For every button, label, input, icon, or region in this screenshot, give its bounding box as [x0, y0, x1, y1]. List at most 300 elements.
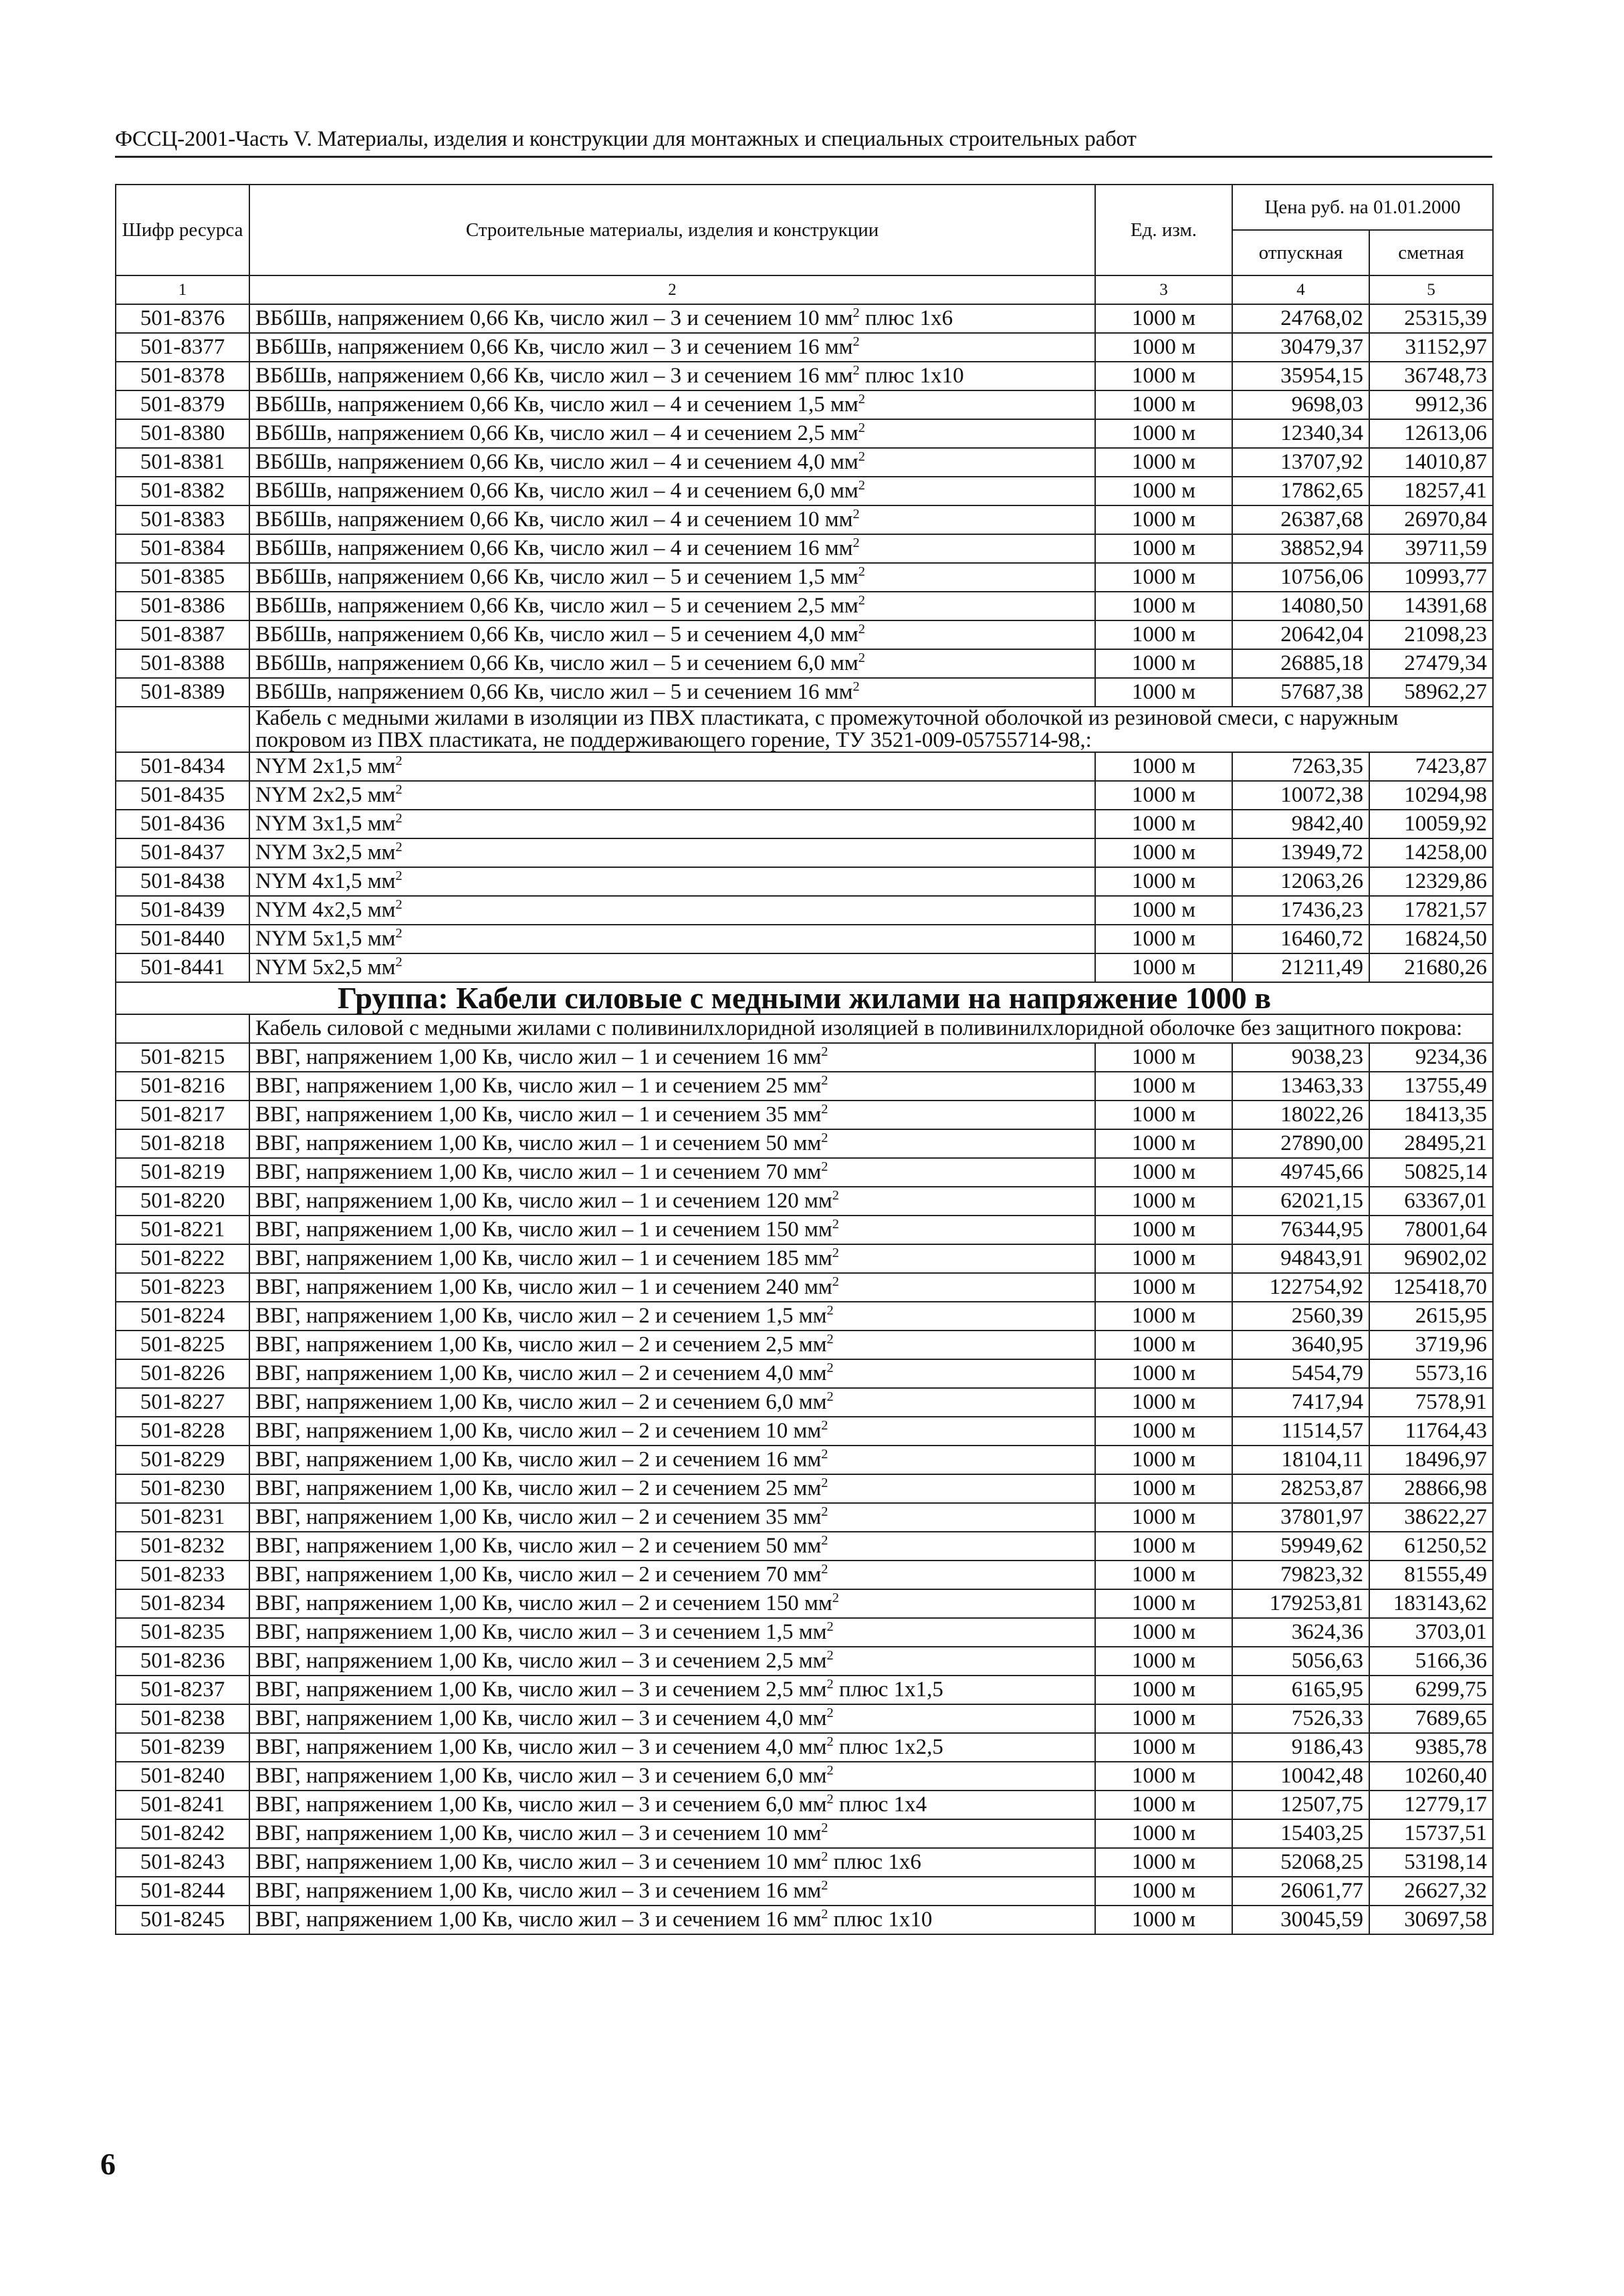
unit: 1000 м [1095, 1618, 1232, 1647]
material-description [249, 477, 1095, 505]
description-text: ВВГ, напряжением 1,00 Кв, число жил – 2 и сечением 6,0 мм [255, 1389, 827, 1414]
resource-code: 501-8240 [116, 1762, 249, 1791]
release-price: 9698,03 [1232, 390, 1369, 419]
description-text: ВБбШв, напряжением 0,66 Кв, число жил – 4 и сечением 6,0 мм [255, 478, 858, 503]
superscript: 2 [826, 1332, 834, 1347]
description-text: ВВГ, напряжением 1,00 Кв, число жил – 3 и сечением 16 мм [255, 1907, 822, 1932]
unit: 1000 м [1095, 505, 1232, 534]
superscript: 2 [395, 840, 402, 855]
release-price: 11514,57 [1232, 1417, 1369, 1446]
material-description [249, 1733, 1095, 1762]
unit: 1000 м [1095, 534, 1232, 563]
description-text: ВВГ, напряжением 1,00 Кв, число жил – 3 и сечением 6,0 мм [255, 1792, 827, 1817]
table-row [116, 1359, 1493, 1388]
material-description [249, 1474, 1095, 1503]
unit: 1000 м [1095, 620, 1232, 649]
superscript: 2 [821, 1102, 828, 1117]
description-text: ВБбШв, напряжением 0,66 Кв, число жил – 4 и сечением 10 мм [255, 507, 853, 532]
superscript: 2 [826, 1734, 834, 1750]
superscript: 2 [858, 478, 865, 493]
description-text: ВВГ, напряжением 1,00 Кв, число жил – 1 и сечением 150 мм [255, 1217, 832, 1242]
description-text: NYM 3х2,5 мм [255, 840, 396, 865]
table-row [116, 1647, 1493, 1676]
material-description [249, 1704, 1095, 1733]
table-row [116, 620, 1493, 649]
material-description [249, 1244, 1095, 1273]
table-row [116, 896, 1493, 925]
col-estimate-header: сметная [1369, 230, 1493, 275]
description-text: ВВГ, напряжением 1,00 Кв, число жил – 2 и сечением 25 мм [255, 1476, 822, 1500]
estimate-price: 21098,23 [1369, 620, 1493, 649]
table-row [116, 1589, 1493, 1618]
description-text: ВВГ, напряжением 1,00 Кв, число жил – 3 и сечением 10 мм [255, 1821, 822, 1845]
table-row [116, 1704, 1493, 1733]
material-description [249, 1532, 1095, 1561]
material-description [249, 1676, 1095, 1704]
estimate-price: 15737,51 [1369, 1819, 1493, 1848]
release-price: 7417,94 [1232, 1388, 1369, 1417]
description-text: ВВГ, напряжением 1,00 Кв, число жил – 3 и сечением 4,0 мм [255, 1734, 827, 1759]
material-description [249, 1446, 1095, 1474]
resource-code: 501-8242 [116, 1819, 249, 1848]
intro-text: Кабель силовой с медными жилами с поливинилхлоридной изоляцией в поливинилхлоридной оболочке без защитного покрова: [249, 1014, 1493, 1043]
unit: 1000 м [1095, 390, 1232, 419]
material-description [249, 1216, 1095, 1244]
material-description [249, 534, 1095, 563]
estimate-price: 17821,57 [1369, 896, 1493, 925]
resource-code: 501-8387 [116, 620, 249, 649]
release-price: 28253,87 [1232, 1474, 1369, 1503]
superscript: 2 [852, 536, 860, 551]
resource-code: 501-8222 [116, 1244, 249, 1273]
description-text: ВВГ, напряжением 1,00 Кв, число жил – 2 и сечением 50 мм [255, 1533, 822, 1558]
description-text: ВБбШв, напряжением 0,66 Кв, число жил – 3 и сечением 10 мм [255, 306, 853, 330]
table-row [116, 1273, 1493, 1302]
resource-code: 501-8234 [116, 1589, 249, 1618]
material-description [249, 1561, 1095, 1589]
resource-code: 501-8440 [116, 925, 249, 953]
release-price: 26061,77 [1232, 1877, 1369, 1906]
table-row [116, 1158, 1493, 1187]
release-price: 12340,34 [1232, 419, 1369, 448]
unit: 1000 м [1095, 1417, 1232, 1446]
col-number: 3 [1095, 275, 1232, 304]
group-heading-row [116, 982, 1493, 1014]
description-text: ВБбШв, напряжением 0,66 Кв, число жил – 3 и сечением 16 мм [255, 363, 853, 388]
superscript: 2 [821, 1476, 828, 1491]
estimate-price: 18257,41 [1369, 477, 1493, 505]
col-unit-header: Ед. изм. [1095, 185, 1232, 275]
material-description [249, 1101, 1095, 1129]
table-row [116, 1474, 1493, 1503]
description-text: NYM 2х2,5 мм [255, 782, 396, 807]
superscript: 2 [821, 1418, 828, 1433]
section-nym [116, 752, 1493, 982]
material-description [249, 1848, 1095, 1877]
superscript: 2 [826, 1648, 834, 1663]
unit: 1000 м [1095, 1216, 1232, 1244]
resource-code: 501-8381 [116, 448, 249, 477]
unit: 1000 м [1095, 752, 1232, 781]
unit: 1000 м [1095, 1244, 1232, 1273]
resource-code: 501-8221 [116, 1216, 249, 1244]
estimate-price: 50825,14 [1369, 1158, 1493, 1187]
release-price: 21211,49 [1232, 953, 1369, 982]
unit: 1000 м [1095, 1187, 1232, 1216]
material-description [249, 1187, 1095, 1216]
estimate-price: 125418,70 [1369, 1273, 1493, 1302]
superscript: 2 [821, 1533, 828, 1548]
resource-code: 501-8235 [116, 1618, 249, 1647]
column-numbers-row [116, 275, 1493, 304]
resource-code: 501-8230 [116, 1474, 249, 1503]
superscript: 2 [395, 869, 402, 884]
table-row [116, 477, 1493, 505]
estimate-price: 3719,96 [1369, 1331, 1493, 1359]
description-tail: плюс 1х6 [859, 306, 953, 330]
material-description [249, 1129, 1095, 1158]
description-text: ВБбШв, напряжением 0,66 Кв, число жил – 5 и сечением 2,5 мм [255, 593, 858, 618]
unit: 1000 м [1095, 925, 1232, 953]
description-text: NYM 5х2,5 мм [255, 955, 396, 980]
table-row [116, 505, 1493, 534]
release-price: 10072,38 [1232, 781, 1369, 810]
release-price: 76344,95 [1232, 1216, 1369, 1244]
table-row [116, 1129, 1493, 1158]
material-description [249, 1043, 1095, 1072]
release-price: 62021,15 [1232, 1187, 1369, 1216]
superscript: 2 [832, 1246, 839, 1261]
estimate-price: 12613,06 [1369, 419, 1493, 448]
resource-code: 501-8435 [116, 781, 249, 810]
unit: 1000 м [1095, 1877, 1232, 1906]
unit: 1000 м [1095, 867, 1232, 896]
table-row [116, 1906, 1493, 1934]
material-description [249, 505, 1095, 534]
superscript: 2 [821, 1878, 828, 1893]
unit: 1000 м [1095, 678, 1232, 707]
material-description [249, 362, 1095, 390]
intro-text: Кабель с медными жилами в изоляции из ПВХ пластиката, с промежуточной оболочкой из резиновой смеси, с наружным покровом из ПВХ пластиката, не поддерживающего горение, ТУ 3521-009-05755714-98,: [249, 707, 1493, 752]
estimate-price: 58962,27 [1369, 678, 1493, 707]
page-header [115, 127, 1492, 158]
description-text: ВБбШв, напряжением 0,66 Кв, число жил – 5 и сечением 1,5 мм [255, 564, 858, 589]
material-description [249, 563, 1095, 592]
section-nym-intro [116, 707, 1493, 752]
estimate-price: 28495,21 [1369, 1129, 1493, 1158]
col-code-header: Шифр ресурса [116, 185, 249, 275]
table-row [116, 1618, 1493, 1647]
estimate-price: 14258,00 [1369, 838, 1493, 867]
table-row [116, 1101, 1493, 1129]
unit: 1000 м [1095, 838, 1232, 867]
material-description [249, 1388, 1095, 1417]
superscript: 2 [821, 1821, 828, 1836]
superscript: 2 [395, 782, 402, 798]
estimate-price: 18496,97 [1369, 1446, 1493, 1474]
release-price: 10756,06 [1232, 563, 1369, 592]
description-text: ВВГ, напряжением 1,00 Кв, число жил – 3 и сечением 10 мм [255, 1849, 822, 1874]
superscript: 2 [826, 1677, 834, 1692]
description-text: ВВГ, напряжением 1,00 Кв, число жил – 3 и сечением 1,5 мм [255, 1619, 827, 1644]
resource-code: 501-8439 [116, 896, 249, 925]
unit: 1000 м [1095, 592, 1232, 620]
col-number: 1 [116, 275, 249, 304]
estimate-price: 7423,87 [1369, 752, 1493, 781]
estimate-price: 30697,58 [1369, 1906, 1493, 1934]
unit: 1000 м [1095, 333, 1232, 362]
unit: 1000 м [1095, 1474, 1232, 1503]
group-title: Группа: Кабели силовые с медными жилами на напряжение 1000 в [116, 982, 1493, 1014]
page-title: ФССЦ-2001-Часть V. Материалы, изделия и конструкции для монтажных и специальных строительных работ [115, 127, 1137, 151]
table-row [116, 563, 1493, 592]
table-row [116, 1733, 1493, 1762]
resource-code: 501-8217 [116, 1101, 249, 1129]
table-row [116, 678, 1493, 707]
release-price: 13707,92 [1232, 448, 1369, 477]
resource-code: 501-8438 [116, 867, 249, 896]
unit: 1000 м [1095, 1791, 1232, 1819]
release-price: 17862,65 [1232, 477, 1369, 505]
material-description [249, 838, 1095, 867]
resource-code: 501-8238 [116, 1704, 249, 1733]
description-tail: плюс 1х4 [833, 1792, 927, 1817]
estimate-price: 38622,27 [1369, 1503, 1493, 1532]
material-description [249, 304, 1095, 333]
estimate-price: 63367,01 [1369, 1187, 1493, 1216]
unit: 1000 м [1095, 1446, 1232, 1474]
table-row [116, 1331, 1493, 1359]
table-row [116, 752, 1493, 781]
superscript: 2 [821, 1447, 828, 1462]
resource-code: 501-8231 [116, 1503, 249, 1532]
description-text: ВБбШв, напряжением 0,66 Кв, число жил – 4 и сечением 4,0 мм [255, 449, 858, 474]
superscript: 2 [826, 1389, 834, 1405]
estimate-price: 12779,17 [1369, 1791, 1493, 1819]
table-row [116, 592, 1493, 620]
section-vbbshv [116, 304, 1493, 707]
description-tail: плюс 1х10 [859, 363, 964, 388]
material-description [249, 867, 1095, 896]
release-price: 2560,39 [1232, 1302, 1369, 1331]
resource-code: 501-8223 [116, 1273, 249, 1302]
description-text: ВБбШв, напряжением 0,66 Кв, число жил – 4 и сечением 1,5 мм [255, 392, 858, 417]
resource-code: 501-8227 [116, 1388, 249, 1417]
resource-code: 501-8388 [116, 649, 249, 678]
release-price: 94843,91 [1232, 1244, 1369, 1273]
unit: 1000 м [1095, 781, 1232, 810]
section-vvg [116, 1043, 1493, 1934]
description-text: ВБбШв, напряжением 0,66 Кв, число жил – 3 и сечением 16 мм [255, 334, 853, 359]
estimate-price: 14391,68 [1369, 592, 1493, 620]
material-description [249, 1589, 1095, 1618]
table-row [116, 333, 1493, 362]
table-row [116, 925, 1493, 953]
unit: 1000 м [1095, 1589, 1232, 1618]
description-text: ВБбШв, напряжением 0,66 Кв, число жил – 4 и сечением 2,5 мм [255, 421, 858, 445]
price-table [115, 184, 1494, 1935]
description-text: NYM 3х1,5 мм [255, 811, 396, 836]
material-description [249, 752, 1095, 781]
resource-code: 501-8236 [116, 1647, 249, 1676]
superscript: 2 [826, 1303, 834, 1318]
description-text: ВВГ, напряжением 1,00 Кв, число жил – 2 и сечением 4,0 мм [255, 1361, 827, 1385]
description-text: ВВГ, напряжением 1,00 Кв, число жил – 1 и сечением 50 мм [255, 1131, 822, 1155]
release-price: 16460,72 [1232, 925, 1369, 953]
release-price: 20642,04 [1232, 620, 1369, 649]
unit: 1000 м [1095, 1704, 1232, 1733]
table-row [116, 1561, 1493, 1589]
superscript: 2 [821, 1907, 828, 1922]
unit: 1000 м [1095, 1503, 1232, 1532]
superscript: 2 [826, 1792, 834, 1807]
release-price: 13949,72 [1232, 838, 1369, 867]
resource-code: 501-8229 [116, 1446, 249, 1474]
release-price: 15403,25 [1232, 1819, 1369, 1848]
release-price: 12063,26 [1232, 867, 1369, 896]
release-price: 27890,00 [1232, 1129, 1369, 1158]
material-description [249, 781, 1095, 810]
material-description [249, 419, 1095, 448]
resource-code: 501-8239 [116, 1733, 249, 1762]
table-row [116, 362, 1493, 390]
superscript: 2 [826, 1361, 834, 1376]
resource-code: 501-8380 [116, 419, 249, 448]
resource-code: 501-8244 [116, 1877, 249, 1906]
release-price: 7526,33 [1232, 1704, 1369, 1733]
table-row [116, 1762, 1493, 1791]
resource-code: 501-8441 [116, 953, 249, 982]
unit: 1000 м [1095, 1647, 1232, 1676]
material-description [249, 1647, 1095, 1676]
estimate-price: 26970,84 [1369, 505, 1493, 534]
release-price: 12507,75 [1232, 1791, 1369, 1819]
release-price: 3624,36 [1232, 1618, 1369, 1647]
superscript: 2 [826, 1763, 834, 1778]
description-text: ВБбШв, напряжением 0,66 Кв, число жил – 5 и сечением 4,0 мм [255, 622, 858, 647]
description-text: NYM 4х1,5 мм [255, 869, 396, 893]
estimate-price: 9385,78 [1369, 1733, 1493, 1762]
unit: 1000 м [1095, 1906, 1232, 1934]
material-description [249, 448, 1095, 477]
table-row [116, 810, 1493, 838]
col-desc-header: Строительные материалы, изделия и конструкции [249, 185, 1095, 275]
superscript: 2 [832, 1591, 839, 1606]
superscript: 2 [821, 1073, 828, 1088]
material-description [249, 1503, 1095, 1532]
estimate-price: 6299,75 [1369, 1676, 1493, 1704]
estimate-price: 18413,35 [1369, 1101, 1493, 1129]
table-row [116, 953, 1493, 982]
description-text: ВБбШв, напряжением 0,66 Кв, число жил – 5 и сечением 16 мм [255, 679, 853, 704]
release-price: 3640,95 [1232, 1331, 1369, 1359]
table-row [116, 1388, 1493, 1417]
superscript: 2 [395, 955, 402, 970]
release-price: 10042,48 [1232, 1762, 1369, 1791]
resource-code: 501-8241 [116, 1791, 249, 1819]
table-row [116, 1216, 1493, 1244]
superscript: 2 [395, 754, 402, 769]
description-text: ВВГ, напряжением 1,00 Кв, число жил – 3 и сечением 2,5 мм [255, 1648, 827, 1673]
unit: 1000 м [1095, 1359, 1232, 1388]
table-row [116, 1503, 1493, 1532]
unit: 1000 м [1095, 1129, 1232, 1158]
release-price: 35954,15 [1232, 362, 1369, 390]
estimate-price: 5573,16 [1369, 1359, 1493, 1388]
description-text: ВВГ, напряжением 1,00 Кв, число жил – 1 и сечением 185 мм [255, 1246, 832, 1270]
superscript: 2 [858, 651, 865, 666]
table-row [116, 1848, 1493, 1877]
description-text: ВВГ, напряжением 1,00 Кв, число жил – 3 и сечением 16 мм [255, 1878, 822, 1903]
description-tail: плюс 1х2,5 [833, 1734, 943, 1759]
superscript: 2 [832, 1188, 839, 1203]
unit: 1000 м [1095, 419, 1232, 448]
superscript: 2 [821, 1159, 828, 1175]
unit: 1000 м [1095, 953, 1232, 982]
unit: 1000 м [1095, 477, 1232, 505]
unit: 1000 м [1095, 1819, 1232, 1848]
release-price: 59949,62 [1232, 1532, 1369, 1561]
table-row [116, 534, 1493, 563]
superscript: 2 [826, 1706, 834, 1721]
table-row [116, 1043, 1493, 1072]
estimate-price: 53198,14 [1369, 1848, 1493, 1877]
resource-code: 501-8219 [116, 1158, 249, 1187]
material-description [249, 810, 1095, 838]
estimate-price: 14010,87 [1369, 448, 1493, 477]
release-price: 5454,79 [1232, 1359, 1369, 1388]
estimate-price: 78001,64 [1369, 1216, 1493, 1244]
table-row [116, 1187, 1493, 1216]
col-number: 4 [1232, 275, 1369, 304]
estimate-price: 28866,98 [1369, 1474, 1493, 1503]
superscript: 2 [395, 811, 402, 826]
unit: 1000 м [1095, 1848, 1232, 1877]
table-row [116, 448, 1493, 477]
estimate-price: 10294,98 [1369, 781, 1493, 810]
material-description [249, 1417, 1095, 1446]
resource-code: 501-8216 [116, 1072, 249, 1101]
material-description [249, 592, 1095, 620]
description-text: ВВГ, напряжением 1,00 Кв, число жил – 3 и сечением 6,0 мм [255, 1763, 827, 1788]
resource-code: 501-8376 [116, 304, 249, 333]
estimate-price: 183143,62 [1369, 1589, 1493, 1618]
description-text: ВВГ, напряжением 1,00 Кв, число жил – 3 и сечением 4,0 мм [255, 1706, 827, 1730]
material-description [249, 953, 1095, 982]
resource-code: 501-8225 [116, 1331, 249, 1359]
release-price: 9038,23 [1232, 1043, 1369, 1072]
release-price: 7263,35 [1232, 752, 1369, 781]
page-number: 6 [100, 2147, 116, 2181]
unit: 1000 м [1095, 304, 1232, 333]
unit: 1000 м [1095, 362, 1232, 390]
estimate-price: 96902,02 [1369, 1244, 1493, 1273]
superscript: 2 [821, 1849, 828, 1865]
release-price: 9842,40 [1232, 810, 1369, 838]
release-price: 26885,18 [1232, 649, 1369, 678]
unit: 1000 м [1095, 1676, 1232, 1704]
material-description [249, 1273, 1095, 1302]
section-group [116, 982, 1493, 1043]
release-price: 17436,23 [1232, 896, 1369, 925]
resource-code: 501-8434 [116, 752, 249, 781]
description-tail: плюс 1х10 [828, 1907, 933, 1932]
resource-code: 501-8377 [116, 333, 249, 362]
col-number: 2 [249, 275, 1095, 304]
description-text: ВВГ, напряжением 1,00 Кв, число жил – 3 и сечением 2,5 мм [255, 1677, 827, 1702]
material-description [249, 649, 1095, 678]
material-description [249, 620, 1095, 649]
